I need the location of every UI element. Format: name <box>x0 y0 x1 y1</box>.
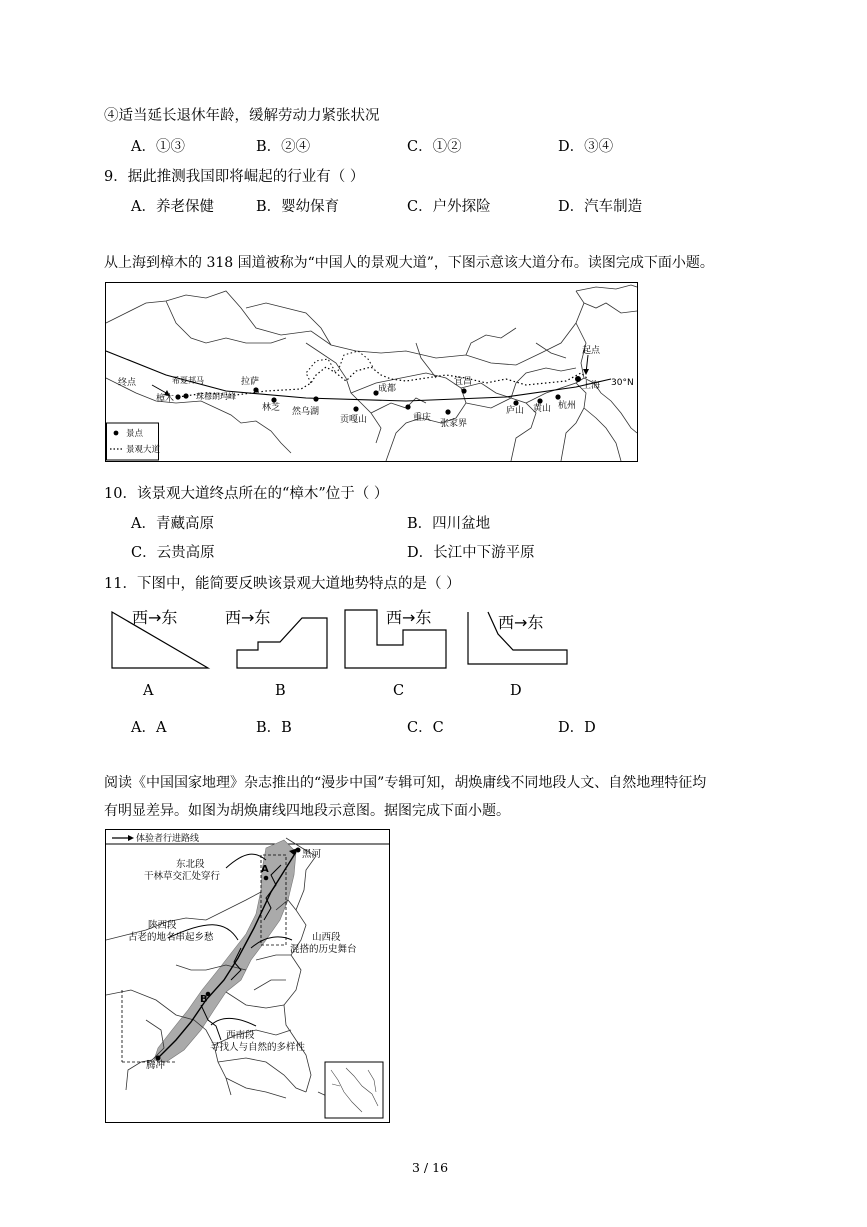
label-end: 终点 <box>118 378 137 388</box>
label-30n: 30°N <box>611 378 634 388</box>
map2-tengchong-label: 腾冲 <box>146 1060 166 1071</box>
intro-318-road: 从上海到樟木的 318 国道被称为“中国人的景观大道”，下图示意该大道分布。读图完成下面小题。 <box>104 255 714 271</box>
map2-sx-desc: 古老的地名串起乡愁 <box>128 932 214 943</box>
label-chongqing: 重庆 <box>413 413 432 423</box>
profile-letter-a: A <box>143 683 154 699</box>
map2-sw-desc: 寻找人与自然的多样性 <box>210 1042 306 1053</box>
q10-stem: 10．该景观大道终点所在的“樟木”位于（ ） <box>104 486 389 502</box>
q8-item4: ④适当延长退休年龄，缓解劳动力紧张状况 <box>104 108 380 124</box>
q8-option-d[interactable]: D．③④ <box>558 139 614 155</box>
profile-b-label: 西→东 <box>225 608 271 627</box>
legend-point-label: 景点 <box>126 429 144 439</box>
profile-letter-c: C <box>393 683 405 699</box>
label-shanghai: 上海 <box>582 381 601 391</box>
q9-option-b[interactable]: B．婴幼保育 <box>256 199 340 215</box>
q11-stem: 11．下图中，能简要反映该景观大道地势特点的是（ ） <box>104 576 461 592</box>
q11-option-c[interactable]: C．C <box>407 720 444 736</box>
profile-a-label: 西→东 <box>132 608 178 627</box>
q11-option-d[interactable]: D．D <box>558 720 596 736</box>
map2-ne-title: 东北段 <box>176 859 205 870</box>
map2-legend: 体验者行进路线 <box>136 834 200 844</box>
map2-point-a: A <box>261 864 269 875</box>
map2-heihe-label: 黑河 <box>302 849 322 860</box>
profile-c-label: 西→东 <box>386 608 432 627</box>
q8-option-a[interactable]: A．①③ <box>131 139 185 155</box>
label-gongga: 贡嘎山 <box>340 415 368 425</box>
label-lushan: 庐山 <box>506 406 525 416</box>
map2-ne-desc: 干林草交汇处穿行 <box>144 871 221 882</box>
map2-shanxi-title: 山西段 <box>312 932 341 943</box>
q9-stem: 9．据此推测我国即将崛起的行业有（ ） <box>104 169 365 185</box>
label-zhumulangma: 珠穆朗玛峰 <box>196 392 236 401</box>
map2-sx-title: 陕西段 <box>148 920 177 931</box>
label-huangshan: 黄山 <box>533 404 552 414</box>
q10-option-d[interactable]: D．长江中下游平原 <box>407 545 535 561</box>
label-ranwuhu: 然乌湖 <box>292 407 320 417</box>
label-yichang: 宜昌 <box>454 377 473 387</box>
label-start: 起点 <box>582 346 601 356</box>
q9-option-a[interactable]: A．养老保健 <box>131 199 214 215</box>
intro-hu-line-2: 有明显差异。如图为胡焕庸线四地段示意图。据图完成下面小题。 <box>104 803 510 819</box>
label-linzhi: 林芝 <box>262 403 281 413</box>
q10-option-a[interactable]: A．青藏高原 <box>131 516 214 532</box>
q8-option-b[interactable]: B．②④ <box>256 139 311 155</box>
legend-road-label: 景观大道 <box>126 445 161 455</box>
label-xixiabangma: 希夏邦马 <box>172 376 204 385</box>
profile-letter-b: B <box>275 683 286 699</box>
hu-line-map <box>105 829 390 1123</box>
map2-shanxi-desc: 混搭的历史舞台 <box>290 944 357 955</box>
terrain-profiles <box>105 600 575 675</box>
label-zhangjiajie: 张家界 <box>440 419 468 429</box>
profile-letter-d: D <box>510 683 522 699</box>
label-zhangmu: 樟木 <box>156 394 175 404</box>
label-hangzhou: 杭州 <box>558 401 577 411</box>
scenic-road-map <box>105 282 638 462</box>
map2-sw-title: 西南段 <box>226 1030 255 1041</box>
q9-option-c[interactable]: C．户外探险 <box>407 199 491 215</box>
q11-option-a[interactable]: A．A <box>131 720 167 736</box>
map2-point-b: B <box>200 994 208 1005</box>
q8-option-c[interactable]: C．①② <box>407 139 462 155</box>
page-number: 3 / 16 <box>412 1160 449 1175</box>
q10-option-b[interactable]: B．四川盆地 <box>407 516 491 532</box>
profile-d-label: 西→东 <box>498 613 544 632</box>
label-chengdu: 成都 <box>378 384 397 394</box>
q11-option-b[interactable]: B．B <box>256 720 292 736</box>
intro-hu-line-1: 阅读《中国国家地理》杂志推出的“漫步中国”专辑可知，胡焕庸线不同地段人文、自然地理特征均 <box>104 775 707 791</box>
q10-option-c[interactable]: C．云贵高原 <box>131 545 215 561</box>
q9-option-d[interactable]: D．汽车制造 <box>558 199 643 215</box>
label-lasa: 拉萨 <box>241 377 260 387</box>
